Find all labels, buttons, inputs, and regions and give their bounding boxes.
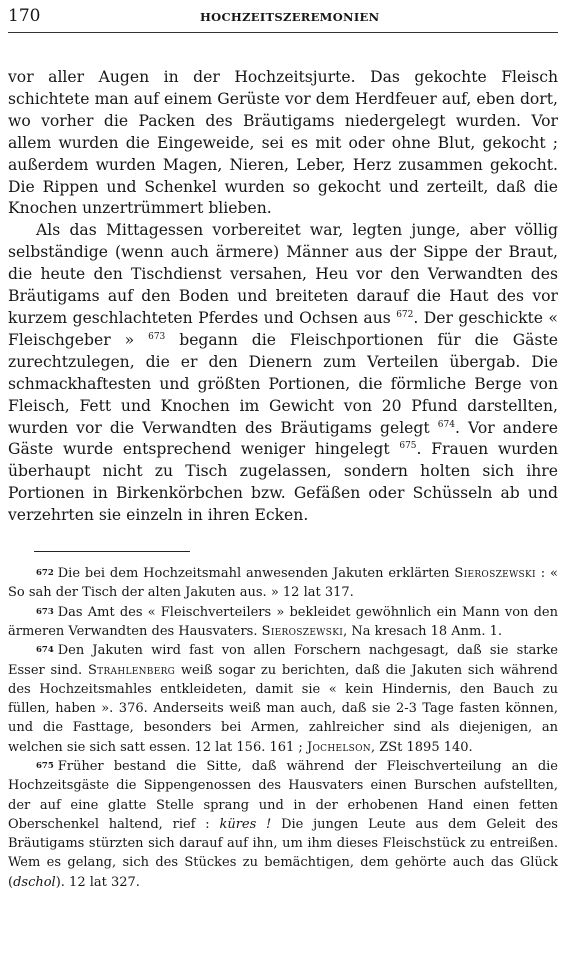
italic-word: dschol xyxy=(13,874,56,890)
footnote-number: 675 xyxy=(36,761,54,771)
footnote-ref-672[interactable]: 672 xyxy=(396,309,414,320)
footnote-number: 673 xyxy=(36,606,54,617)
main-text xyxy=(8,67,558,527)
footnote-674: 674 Den Jakuten wird fast von allen Forschern nachgesagt, daß sie starke Esser sind. Strahlenberg weiß sogar zu berichten, daß die Jakuten sich während des Hochzeitsmahles entkleideten, damit sie « kein Hindernis, den Bauch zu füllen, haben ». 376. Anderseits weiß man auch, daß sie 2-3 Tage fasten können, und die Fasttage, besonders bei Armen, zahlreicher sind als diejenigen, an welchen sie sich satt essen. 12 lat 156. 161 ; Jochelson, ZSt 1895 140. xyxy=(8,643,558,755)
author-name: Strahlenberg xyxy=(87,662,176,678)
footnote-673: 673 Das Amt des « Fleischverteilers » bekleidet gewöhnlich ein Mann von den ärmeren Verwandten des Hausvaters. Sieroszewski, Na kresach 18 Anm. 1. xyxy=(8,604,558,639)
author-name: Sieroszewski xyxy=(454,566,536,582)
paragraph-2: Als das Mittagessen vorbereitet war, legten junge, aber völlig selbständige (wenn auch ärmere) Männer aus der Sippe der Braut, die heute den Tischdienst versahen, Heu vor den Verwandten des Bräutigams auf den Boden und breiteten darauf die Haut des vor kurzem geschlachteten Pferdes und Ochsen aus $^{672}$. Der geschickte « Fleischgeber » $^{673}$ begann die Fleischportionen für die Gäste zurechtzulegen, die er den Dienern zum Verteilen übergab. Die schmackhaftesten und größten Portionen, die förmliche Berge von Fleisch, Fett und Knochen im Gewicht von 20 Pfund darstellten, wurden vor die Verwandten des Bräutigams gelegt $^{674}$. Vor andere Gäste wurde entsprechend weniger hingelegt $^{675}$. Frauen wurden überhaupt nicht zu Tisch zugelassen, sondern holten sich ihre Portionen in Birkenkörbchen bzw. Gefäßen oder Schüsseln ab und verzehrten sie einzeln in ihren Ecken. xyxy=(8,221,558,525)
footnotes xyxy=(8,564,558,892)
author-name: Sieroszewski xyxy=(261,623,344,639)
footnote-675: 675 Früher bestand die Sitte, daß während der Fleischverteilung an die Hochzeitsgäste die Sippengenossen des Hausvaters einen Burschen aufstellten, der auf eine glatte Stelle sprang und in der erhobenen Hand einen fetten Oberschenkel haltend, rief : küres ! Die jungen Leute aus dem Geleit des Bräutigams stürzten sich darauf auf ihn, um ihm dieses Fleischstück zu entreißen. Wem es gelang, sich des Stückes zu bemächtigen, dem gehörte auch das Glück (dschol). 12 lat 327. xyxy=(8,759,558,890)
footnote-number: 672 xyxy=(36,568,54,579)
running-title: HOCHZEITSZEREMONIEN xyxy=(200,10,380,24)
author-name: Jochelson xyxy=(306,739,371,755)
page-header xyxy=(8,6,558,33)
footnote-ref-674[interactable]: 674 xyxy=(437,419,455,430)
footnote-ref-675[interactable]: 675 xyxy=(399,441,417,452)
page-number: 170 xyxy=(8,6,41,26)
footnote-ref-673[interactable]: 673 xyxy=(148,331,166,342)
footnote-divider xyxy=(34,551,190,552)
paragraph-1: vor aller Augen in der Hochzeitsjurte. Das gekochte Fleisch schichtete man auf einem Gerüste vor dem Herdfeuer auf, eben dort, wo vorher die Packen des Bräutigams niedergelegt wurden. Vor allem wurden die Eingeweide, sei es mit oder ohne Blut, gekocht ; außerdem wurden Magen, Nieren, Leber, Herz zusammen gekocht. Die Rippen und Schenkel wurden so gekocht und zerteilt, daß die Knochen unzertrümmert blieben. xyxy=(8,68,558,218)
footnote-672: 672 Die bei dem Hochzeitsmahl anwesenden Jakuten erklärten Sieroszewski : « So sah der Tisch der alten Jakuten aus. » 12 lat 317. xyxy=(8,566,558,601)
italic-word: küres ! xyxy=(219,816,272,832)
footnote-number: 674 xyxy=(36,645,54,656)
